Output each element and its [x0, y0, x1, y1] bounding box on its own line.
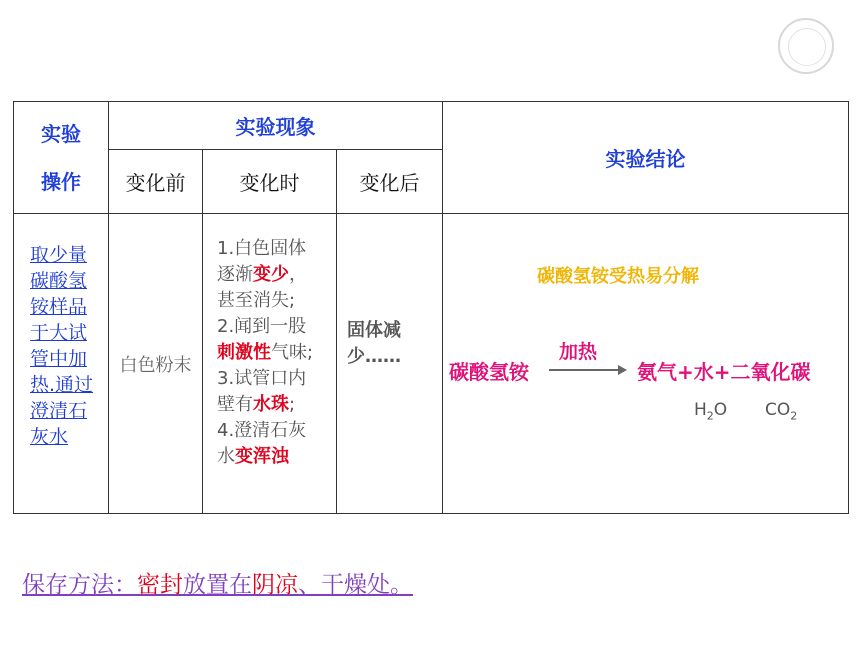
reaction-condition: 加热: [559, 341, 598, 363]
operation-line: 热.通过: [30, 374, 94, 396]
highlight-text: 水珠: [253, 394, 289, 415]
before-cell: 白色粉末: [109, 214, 203, 514]
operation-line: 铵样品: [30, 296, 88, 318]
operation-line: 灰水: [30, 426, 69, 448]
operation-line: 澄清石: [30, 400, 88, 422]
during-cell: [203, 214, 337, 514]
reactant-label: 碳酸氢铵: [449, 360, 529, 384]
operation-line: 取少量: [30, 244, 88, 266]
conclusion-cell: [443, 214, 849, 514]
operation-line: 管中加: [30, 348, 88, 370]
header-operation-line2: 操作: [41, 169, 81, 194]
during-line: 水变浑浊: [217, 446, 289, 467]
header-phenomenon: 实验现象: [109, 102, 443, 150]
during-line: 3.试管口内: [217, 368, 307, 389]
header-during: 变化时: [203, 150, 337, 214]
during-line: 4.澄清石灰: [217, 420, 307, 441]
during-line: 壁有水珠;: [217, 394, 296, 415]
after-cell: [337, 214, 443, 514]
after-line: 少……: [347, 346, 401, 367]
conclusion-title: 碳酸氢铵受热易分解: [537, 266, 699, 287]
highlight-text: 变少: [253, 264, 289, 285]
during-line: 刺激性气味;: [217, 342, 314, 363]
storage-dry: 、干燥处。: [298, 572, 413, 598]
during-line: 1.白色固体: [217, 238, 307, 259]
header-after: 变化后: [337, 150, 443, 214]
header-conclusion: 实验结论: [443, 102, 849, 214]
storage-label: 保存方法：: [22, 572, 137, 598]
header-operation-line1: 实验: [41, 121, 81, 146]
operation-line: 碳酸氢: [30, 270, 88, 292]
experiment-table: [13, 101, 849, 514]
co2-formula: $CO_2$: [765, 400, 798, 423]
after-line: 固体减: [347, 320, 401, 341]
operation-cell[interactable]: [14, 214, 109, 514]
storage-place: 放置在: [183, 572, 252, 598]
storage-seal: 密封: [137, 572, 183, 598]
during-line: 2.闻到一股: [217, 316, 307, 337]
operation-line: 于大试: [30, 322, 88, 344]
logo-ring: [788, 28, 826, 66]
during-line: 逐渐变少，: [217, 264, 307, 285]
reaction-arrow-icon: [549, 369, 625, 371]
logo-icon: [778, 18, 834, 74]
storage-cool: 阴凉: [252, 572, 298, 598]
products-label: 氨气+水+二氧化碳: [637, 360, 811, 384]
header-before: 变化前: [109, 150, 203, 214]
header-operation: [14, 102, 109, 214]
during-line: 甚至消失;: [217, 290, 296, 311]
water-formula: $H_2O$: [694, 400, 728, 423]
highlight-text: 变浑浊: [235, 446, 289, 467]
storage-method[interactable]: [22, 566, 413, 599]
highlight-text: 刺激性: [217, 342, 271, 363]
